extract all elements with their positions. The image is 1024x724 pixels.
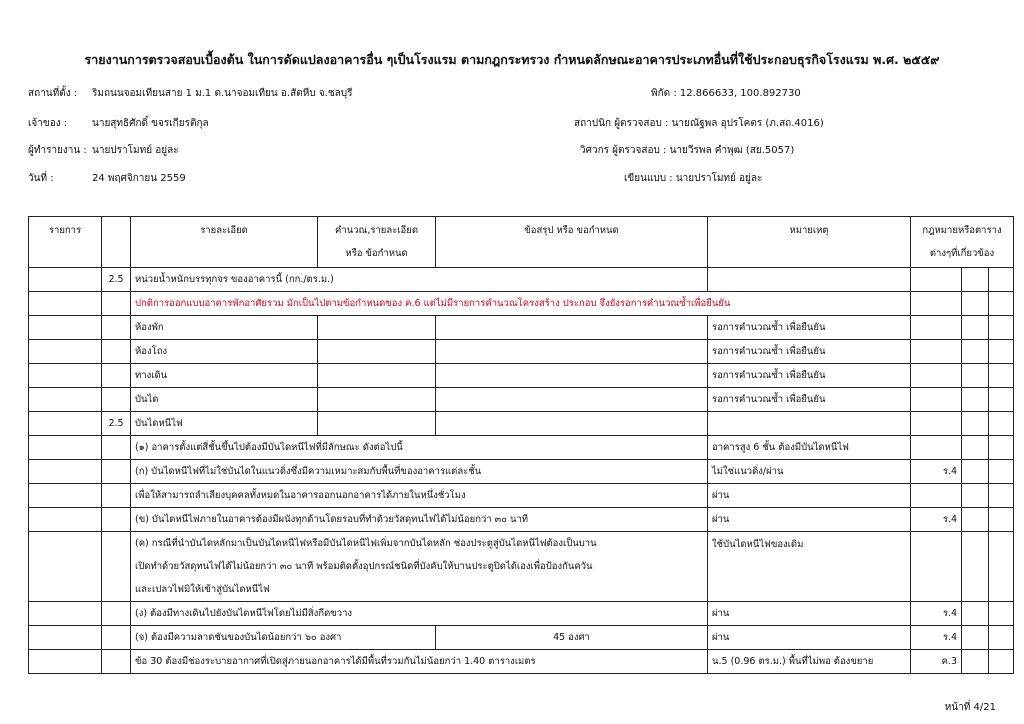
row-text: (๑) อาคารตั้งแต่สี่ชั้นขึ้นไปต้องมีบันไดหนีไฟที่มีลักษณะ ดังต่อไปนี้: [131, 436, 708, 460]
table-row: [29, 436, 1014, 460]
architect-inspector: สถาปนิก ผู้ตรวจสอบ : นายณัฐพล อุปรโคตร (ภ.สถ.4016): [574, 118, 824, 129]
row-number: 2.5: [102, 412, 131, 436]
row-remark: ผ่าน: [708, 626, 911, 650]
header-item: รายการ: [29, 217, 102, 268]
report-title: รายงานการตรวจสอบเบื้องต้น ในการดัดแปลงอาคารอื่น ๆเป็นโรงแรม ตามกฎกระทรวง กำหนดลักษณะอาคารประเภทอื่นที่ใช้ประกอบธุรกิจโรงแรม พ.ศ. ๒๕๕๙: [84, 52, 940, 67]
page-number: หน้าที่ 4/21: [944, 702, 996, 713]
header-detail: รายละเอียด: [131, 217, 318, 268]
row-remark: ผ่าน: [708, 602, 911, 626]
engineer-inspector: วิศวกร ผู้ตรวจสอบ : นายวีรพล คำพุฒ (สย.5057): [580, 145, 795, 156]
row-text: ห้องโถง: [131, 340, 318, 364]
row-remark: รอการคำนวณซ้ำ เพื่อยืนยัน: [708, 364, 911, 388]
header-calc-line1: คำนวณ,รายละเอียด: [335, 225, 418, 236]
table-row: [29, 460, 1014, 484]
table-row: [29, 650, 1014, 674]
table-row: [29, 340, 1014, 364]
header-law-line2: ต่างๆที่เกี่ยวข้อง: [929, 248, 995, 259]
header-law: [911, 217, 1014, 268]
table-row: [29, 532, 1014, 602]
date-value: 24 พฤศจิกายน 2559: [92, 173, 186, 184]
row-text: ห้องพัก: [131, 316, 318, 340]
row-remark: ผ่าน: [708, 508, 911, 532]
row-remark: รอการคำนวณซ้ำ เพื่อยืนยัน: [708, 316, 911, 340]
row-law: ร.4: [911, 460, 962, 484]
row-text: (จ) ต้องมีความลาดชันของบันไดน้อยกว่า ๖๐ องศา: [131, 626, 436, 650]
reporter-value: นายปราโมทย์ อยู่ละ: [92, 145, 179, 156]
owner-value: นายสุทธิศักดิ์ ขจรเกียรติกุล: [92, 118, 209, 129]
row-text: เพื่อให้สามารถลำเลียงบุคคลทั้งหมดในอาคารออกนอกอาคารได้ภายในหนึ่งชั่วโมง: [131, 484, 708, 508]
location-line: [28, 86, 353, 101]
table-row: [29, 412, 1014, 436]
table-row: [29, 364, 1014, 388]
location-label: สถานที่ตั้ง :: [28, 88, 78, 99]
reporter-label: ผู้ทำรายงาน :: [28, 145, 87, 156]
row-text-line: และเปลวไฟมิให้เข้าสู่บันไดหนีไฟ: [135, 584, 270, 595]
row-remark: รอการคำนวณซ้ำ เพื่อยืนยัน: [708, 340, 911, 364]
row-law: ร.4: [911, 602, 962, 626]
owner-line: [28, 116, 209, 131]
row-text-line: เปิดทำด้วยวัสดุทนไฟได้ไม่น้อยกว่า ๓๐ นาที พร้อมติดตั้งอุปกรณ์ชนิดที่บังคับให้บานประตูปิดได้เองเพื่อป้องกันควัน: [135, 561, 593, 572]
row-text: ข้อ 30 ต้องมีช่องระบายอากาศที่เปิดสู่ภายนอกอาคารได้มีพื้นที่รวมกันไม่น้อยกว่า 1.40 ตารางเมตร: [131, 650, 708, 674]
row-text: หน่วยน้ำหนักบรรทุกจร ของอาคารนี้ (กก./ตร.ม.): [131, 268, 708, 292]
drafter: เขียนแบบ : นายปราโมทย์ อยู่ละ: [624, 173, 763, 184]
row-law: ค.3: [911, 650, 962, 674]
row-text: (ก) บันไดหนีไฟที่ไม่ใช่บันไดในแนวดิ่งซึ่งมีความเหมาะสมกับพื้นที่ของอาคารแต่ละชั้น: [131, 460, 708, 484]
table-row: [29, 508, 1014, 532]
row-law: ร.4: [911, 508, 962, 532]
row-text: (ง) ต้องมีทางเดินไปยังบันไดหนีไฟโดยไม่มีสิ่งกีดขวาง: [131, 602, 708, 626]
header-calc-line2: หรือ ข้อกำหนด: [345, 248, 408, 259]
date-label: วันที่ :: [28, 173, 54, 184]
table-row: [29, 316, 1014, 340]
row-number: 2.5: [102, 268, 131, 292]
inspection-table: [28, 216, 1014, 674]
table-row: [29, 602, 1014, 626]
row-remark: น.5 (0.96 ตร.ม.) พื้นที่ไม่พอ ต้องขยาย: [708, 650, 911, 674]
row-value: 45 องศา: [436, 626, 708, 650]
row-law: ร.4: [911, 626, 962, 650]
row-remark: ใช้บันไดหนีไฟของเดิม: [708, 532, 911, 602]
header-summary: ข้อสรุป หรือ ขอกำหนด: [436, 217, 708, 268]
header-calc: [318, 217, 436, 268]
row-remark: รอการคำนวณซ้ำ เพื่อยืนยัน: [708, 388, 911, 412]
table-row: [29, 388, 1014, 412]
row-text: (ข) บันไดหนีไฟภายในอาคารต้องมีผนังทุกด้านโดยรอบที่ทำด้วยวัสดุทนไฟได้ไม่น้อยกว่า ๓๐ นาที: [131, 508, 708, 532]
row-text: บันไดหนีไฟ: [131, 412, 318, 436]
location-value: ริมถนนจอมเทียนสาย 1 ม.1 ต.นาจอมเทียน อ.สัตหีบ จ.ชลบุรี: [92, 88, 353, 99]
table-row: [29, 484, 1014, 508]
header-remark: หมายเหตุ: [708, 217, 911, 268]
row-remark: ไม่ใช่แนวดิ่ง/ผ่าน: [708, 460, 911, 484]
table-row: [29, 268, 1014, 292]
row-text-multiline: [131, 532, 708, 602]
row-text-line: (ค) กรณีที่นำบันไดหลักมาเป็นบันไดหนีไฟหรือมีบันไดหนีไฟเพิ่มจากบันไดหลัก ช่องประตูสู่บันไดหนีไฟต้องเป็นบาน: [135, 538, 597, 549]
row-text: ทางเดิน: [131, 364, 318, 388]
header-law-line1: กฎหมายหรือตาราง: [922, 225, 1002, 236]
row-note-red: ปกติการออกแบบอาคารพักอาศัยรวม มักเป็นไปตามข้อกำหนดของ ค.6 แต่ไม่มีรายการคำนวณโครงสร้าง ประกอบ จึงยังรอการคำนวณซ้ำเพื่อยืนยัน: [131, 292, 911, 316]
row-remark: อาคารสูง 6 ชั้น ต้องมีบันไดหนีไฟ: [708, 436, 911, 460]
reporter-line: [28, 143, 179, 158]
row-remark: ผ่าน: [708, 484, 911, 508]
table-row: [29, 626, 1014, 650]
date-line: [28, 171, 186, 186]
row-text: บันได: [131, 388, 318, 412]
owner-label: เจ้าของ :: [28, 118, 68, 129]
table-header-row: [29, 217, 1014, 268]
table-row: [29, 292, 1014, 316]
coordinates: พิกัด : 12.866633, 100.892730: [651, 88, 801, 99]
